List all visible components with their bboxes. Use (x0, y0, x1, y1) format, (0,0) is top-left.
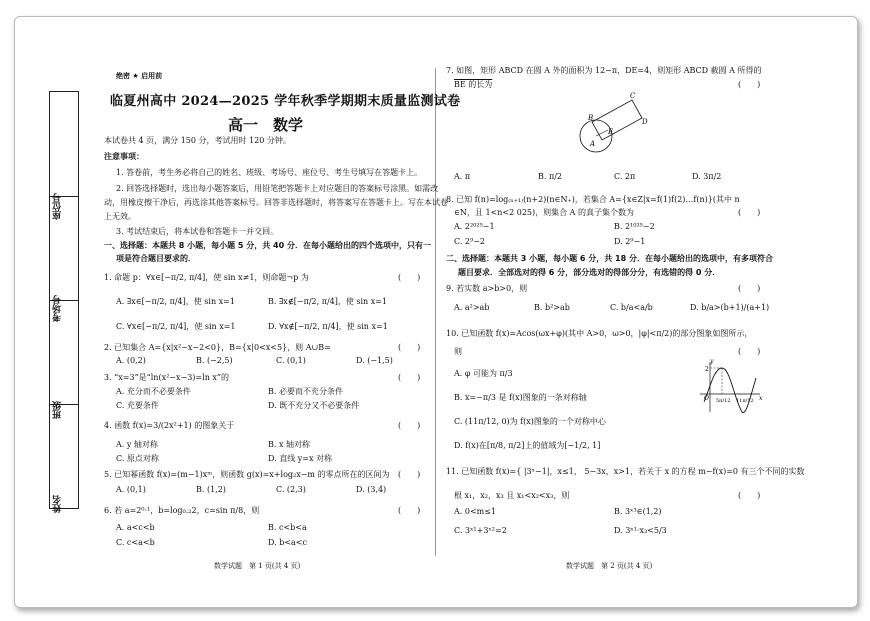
q6-option-d: D. b<a<c (268, 538, 307, 547)
q11-stem: 11. 已知函数 f(x)={ |3ˣ−1|，x≤1， 5−3x，x>1，若关于 x 的方程 m−f(x)=0 有三个不同的实数 (446, 467, 805, 476)
note-3: 3. 考试结束后，将本试卷和答题卡一并交回。 (116, 227, 279, 236)
q8-option-b: B. 2¹⁰²⁵−2 (614, 222, 655, 231)
q5-stem: 5. 已知幂函数 f(x)=(m−1)xᵐ，则函数 g(x)=x+log₂x−m 的零点所在的区间为 (104, 470, 390, 479)
label-b: B (588, 114, 594, 122)
class-label: 班级 (53, 401, 63, 419)
q10-stem-cont: 则 (454, 347, 462, 356)
q8-answer-paren: ( ) (738, 208, 761, 217)
q4-option-a: A. y 轴对称 (116, 440, 158, 449)
label-e: E (608, 128, 614, 136)
q2-option-d: D. (−1,5) (356, 356, 393, 365)
q3-option-c: C. 充要条件 (116, 401, 159, 410)
seat-number-label: 座位号 (53, 193, 63, 221)
q5-option-b: B. (1,2) (196, 485, 226, 494)
q3-option-a: A. 充分而不必要条件 (116, 387, 191, 396)
q6-option-c: C. c<a<b (116, 538, 155, 547)
q2-option-c: C. (0,1) (276, 356, 306, 365)
q8-stem-cont: ∈N，且 1<n<2 025)，则集合 A 的真子集个数为 (454, 208, 634, 217)
graph-origin-label: O (704, 395, 709, 402)
graph-y-label: y (710, 358, 714, 365)
notes-heading: 注意事项： (104, 152, 144, 161)
intro-text: 本试卷共 4 页，满分 150 分，考试用时 120 分钟。 (104, 136, 291, 145)
q10-stem: 10. 已知函数 f(x)=Acos(ωx+φ)(其中 A>0，ω>0，|φ|<π/2)的部分图象如图所示， (446, 329, 753, 338)
note-2: 2. 回答选择题时，选出每小题答案后，用铅笔把答题卡上对应题目的答案标号涂黑。如需改 (116, 184, 439, 193)
q9-option-b: B. b²>ab (534, 303, 570, 312)
q7-option-b: B. π/2 (538, 172, 563, 181)
q8-option-d: D. 2⁹−1 (614, 237, 646, 246)
q3-option-b: B. 必要而不充分条件 (268, 387, 343, 396)
q6-stem: 6. 若 a=2⁰·¹，b=log₀.₂2，c=sin π/8，则 (104, 506, 260, 515)
q9-option-a: A. a²>ab (454, 303, 490, 312)
q7-stem: 7. 如图，矩形 ABCD 在圆 A 外的面积为 12−π，DE=4，则矩形 ABCD 截圆 A 所得的 (446, 66, 762, 75)
q3-stem: 3. “x=3”是“ln(x²−x−3)=ln x”的 (104, 373, 229, 382)
q10-option-a: A. φ 可能为 π/3 (454, 369, 513, 378)
q11-option-d: D. 3ˣ¹·x₃<5/3 (614, 526, 667, 535)
q11-stem-cont: 根 x₁，x₂，x₃ 且 x₁<x₂<x₃，则 (454, 491, 570, 500)
name-label: 姓名 (53, 495, 63, 513)
exam-title: 临夏州高中 2024—2025 学年秋季学期期末质量监测试卷 (110, 94, 461, 109)
q4-option-b: B. x 轴对称 (268, 440, 311, 449)
q4-option-c: C. 原点对称 (116, 454, 159, 463)
page-2-footer: 数学试题 第 2 页(共 4 页) (566, 562, 653, 570)
q7-option-c: C. 2π (614, 172, 636, 181)
q4-stem: 4. 函数 f(x)=3/(2x²+1) 的图象关于 (104, 421, 235, 430)
column-divider (435, 68, 436, 556)
q8-option-a: A. 2²⁰²⁵−1 (454, 222, 495, 231)
section-1-heading-cont: 项是符合题目要求的． (116, 254, 196, 263)
q7-answer-paren: ( ) (738, 80, 761, 89)
q10-option-c: C. (11π/12, 0)为 f(x)图象的一个对称中心 (454, 417, 606, 426)
student-info-strip (49, 91, 79, 513)
q6-option-b: B. c<b<a (268, 523, 307, 532)
q1-option-a: A. ∃x∈[−π/2, π/4]，使 sin x=1 (116, 297, 235, 306)
q6-option-a: A. a<c<b (116, 523, 155, 532)
q9-answer-paren: ( ) (738, 284, 761, 293)
q7-stem-cont: BE 的长为 (454, 80, 493, 89)
q1-option-c: C. ∀x∈[−π/2, π/4]，使 sin x=1 (116, 322, 236, 331)
q11-answer-paren: ( ) (738, 491, 761, 500)
q2-answer-paren: ( ) (398, 343, 421, 352)
q1-option-d: D. ∀x∉[−π/2, π/4]，使 sin x=1 (268, 322, 388, 331)
q4-answer-paren: ( ) (398, 421, 421, 430)
graph-x-label: x (759, 395, 763, 402)
label-d: D (642, 118, 648, 126)
q11-option-c: C. 3ˣ¹+3ˣ²=2 (454, 526, 507, 535)
q4-option-d: D. 直线 y=x 对称 (268, 454, 333, 463)
section-2-heading-cont: 题目要求．全部选对的得 6 分，部分选对的得部分分，有选错的得 0 分． (458, 268, 721, 277)
secret-label: 绝密 ★ 启用前 (116, 72, 163, 80)
q1-answer-paren: ( ) (398, 273, 421, 282)
q2-option-a: A. (0,2) (116, 356, 146, 365)
note-2-end: 上无效。 (104, 212, 136, 221)
q9-option-d: D. b/a>(b+1)/(a+1) (690, 303, 770, 312)
q3-answer-paren: ( ) (398, 373, 421, 382)
label-a: A (590, 140, 596, 148)
note-2-cont: 动，用橡皮擦干净后，再选涂其他答案标号。回答非选择题时，将答案写在答题卡上。写在本试卷 (104, 198, 448, 207)
graph-amplitude-label: 2 (705, 366, 709, 373)
q8-option-c: C. 2⁹−2 (454, 237, 486, 246)
q8-stem: 8. 已知 f(n)=log₍ₙ₊₁₎(n+2)(n∈N₊)，若集合 A={x∈Z|x=f(1)f(2)…f(n)}(其中 n (446, 195, 740, 204)
graph-tick-2: 11π/12 (736, 398, 754, 404)
q10-option-d: D. f(x)在[π/8, π/2]上的值域为[−1/2, 1] (454, 441, 601, 450)
q5-option-c: C. (2,3) (276, 485, 306, 494)
q3-option-d: D. 既不充分又不必要条件 (268, 401, 360, 410)
q11-option-a: A. 0<m≤1 (454, 507, 497, 516)
label-c: C (630, 92, 636, 100)
q5-option-d: D. (3,4) (356, 485, 387, 494)
q7-option-d: D. 3π/2 (692, 172, 722, 181)
q2-option-b: B. (−2,5) (196, 356, 233, 365)
cosine-curve (704, 368, 756, 413)
exam-room-label: 考场号 (53, 295, 63, 323)
q9-option-c: C. b/a<a/b (610, 303, 653, 312)
note-1: 1. 答卷前，考生务必将自己的姓名、班级、考场号、座位号、考生号填写在答题卡上。 (116, 168, 423, 177)
section-1-heading: 一、选择题：本题共 8 小题，每小题 5 分，共 40 分．在每小题给出的四个选项中，只有一 (104, 241, 431, 250)
q1-stem: 1. 命题 p：∀x∈[−π/2, π/4]，使 sin x≠1，则命题¬p 为 (104, 273, 309, 282)
q6-answer-paren: ( ) (398, 506, 421, 515)
q11-option-b: B. 3ˣ³∈(1,2) (614, 507, 662, 516)
q2-stem: 2. 已知集合 A={x|x²−x−2<0}，B={x|0<x<5}，则 A∪B= (104, 343, 331, 352)
q7-figure (570, 90, 680, 156)
q7-option-a: A. π (454, 172, 471, 181)
q5-answer-paren: ( ) (398, 470, 421, 479)
q10-graph (696, 358, 764, 416)
exam-subject: 高一 数学 (228, 116, 304, 134)
page-1-footer: 数学试题 第 1 页(共 4 页) (214, 562, 301, 570)
q10-option-b: B. x=−π/3 是 f(x)图象的一条对称轴 (454, 393, 587, 402)
q9-stem: 9. 若实数 a>b>0，则 (446, 284, 528, 293)
graph-tick-1: 5π/12 (716, 398, 731, 404)
q5-option-a: A. (0,1) (116, 485, 146, 494)
q1-option-b: B. ∃x∉[−π/2, π/4]，使 sin x=1 (268, 297, 388, 306)
q10-answer-paren: ( ) (738, 347, 761, 356)
section-2-heading: 二、选择题：本题共 3 小题，每小题 6 分，共 18 分．在每小题给出的选项中，有多项符合 (446, 254, 773, 263)
